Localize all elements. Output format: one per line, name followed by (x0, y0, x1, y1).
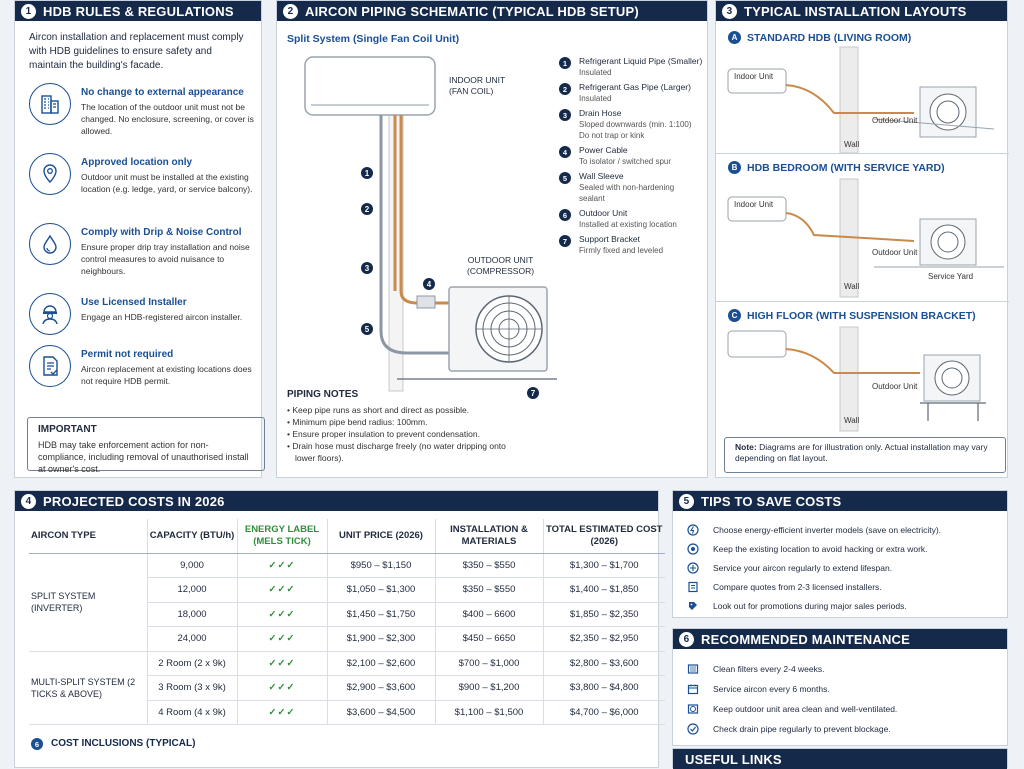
panel-title: AIRCON PIPING SCHEMATIC (TYPICAL HDB SETUP) (305, 3, 639, 19)
installation-cell: $700 – $1,000 (435, 651, 543, 676)
layout-letter: A (728, 31, 741, 44)
capacity-cell: 9,000 (147, 553, 237, 578)
tip-item (687, 543, 928, 555)
piping-notes (287, 389, 506, 464)
legend-desc: Installed at existing location (579, 220, 677, 229)
layout-title (728, 161, 945, 174)
total-cost-cell: $2,800 – $3,600 (543, 651, 665, 676)
legend-title: Outdoor Unit (579, 208, 628, 218)
legend-item (559, 56, 705, 78)
legend-desc: Sloped downwards (min. 1:100) (579, 120, 692, 129)
important-box (27, 417, 265, 474)
column-header: CAPACITY (BTU/h) (147, 519, 237, 553)
legend-desc: Insulated (579, 94, 612, 103)
rule-title: Approved location only (81, 157, 193, 168)
marker-7: 7 (530, 389, 536, 398)
energy-tick-cell: ✓✓✓ (237, 602, 327, 627)
section-number: 3 (722, 4, 737, 19)
legend-title: Refrigerant Gas Pipe (Larger) (579, 82, 691, 92)
legend-title: Drain Hose (579, 108, 622, 118)
table-header-row (29, 519, 665, 553)
capacity-cell: 4 Room (4 x 9k) (147, 700, 237, 725)
legend-desc: sealant (579, 194, 605, 203)
legend-item (559, 234, 705, 256)
note-box (724, 437, 1006, 473)
energy-tick-cell: ✓✓✓ (237, 700, 327, 725)
legend-item (559, 208, 705, 230)
maintenance-text: Check drain pipe regularly to prevent blockage. (713, 724, 891, 734)
service-icon (687, 562, 699, 574)
rule-item (15, 83, 263, 137)
rule-text: Outdoor unit must be installed at the existing location (e.g. ledge, yard, or service balcony). (81, 172, 253, 194)
unit-price-cell: $2,100 – $2,600 (327, 651, 435, 676)
table-row (29, 553, 665, 578)
legend-number: 5 (559, 172, 571, 184)
column-header: UNIT PRICE (2026) (327, 519, 435, 553)
wall-text: Wall (844, 416, 860, 425)
note-label: Note: (735, 442, 757, 452)
outdoor-unit-text: Outdoor Unit (872, 248, 918, 257)
wall-text: Wall (844, 282, 860, 291)
unit-price-cell: $950 – $1,150 (327, 553, 435, 578)
energy-tick-cell: ✓✓✓ (237, 578, 327, 603)
useful-links-panel (672, 748, 1008, 768)
outdoor-unit-text: Outdoor Unit (872, 382, 918, 391)
layout-title (728, 309, 976, 322)
wall-sleeve-shape (417, 296, 435, 308)
energy-tick-cell: ✓✓✓ (237, 651, 327, 676)
rule-title: Comply with Drip & Noise Control (81, 227, 242, 238)
section-number: 5 (679, 494, 694, 509)
layout-a-diagram (724, 47, 1004, 153)
legend-title: Power Cable (579, 145, 628, 155)
legend-desc: Do not trap or kink (579, 131, 645, 140)
indoor-unit-sub: (FAN COIL) (449, 86, 494, 96)
permit-document-icon (29, 345, 71, 387)
marker-1: 1 (364, 169, 370, 178)
rule-text: Engage an HDB-registered aircon installer. (81, 312, 243, 322)
rule-item (15, 345, 263, 387)
installation-cell: $350 – $550 (435, 578, 543, 603)
energy-tick-cell: ✓✓✓ (237, 627, 327, 652)
rule-title: No change to external appearance (81, 87, 244, 98)
legend-desc: Sealed with non-hardening (579, 183, 675, 192)
indoor-unit-shape (305, 57, 435, 115)
panel-title: USEFUL LINKS (685, 751, 782, 767)
total-cost-cell: $1,400 – $1,850 (543, 578, 665, 603)
installation-cell: $450 – 6650 (435, 627, 543, 652)
capacity-cell: 18,000 (147, 602, 237, 627)
total-cost-cell: $2,350 – $2,950 (543, 627, 665, 652)
divider (716, 153, 1009, 154)
marker-2: 2 (364, 205, 370, 214)
installation-cell: $350 – $550 (435, 553, 543, 578)
note-text: Diagrams are for illustration only. Actual installation may vary depending on flat layout. (735, 442, 988, 463)
installation-cell: $1,100 – $1,500 (435, 700, 543, 725)
cost-inclusions-heading (31, 737, 195, 750)
layout-title (728, 31, 911, 44)
legend-desc: Firmly fixed and leveled (579, 246, 664, 255)
outdoor-unit-label (467, 255, 534, 277)
divider (716, 301, 1009, 302)
unit-price-cell: $2,900 – $3,600 (327, 676, 435, 701)
panel-header (673, 749, 1007, 769)
hdb-rules-panel (14, 0, 262, 478)
aircon-type-cell: MULTI-SPLIT SYSTEM (2 TICKS & ABOVE) (29, 651, 147, 725)
rule-item (15, 293, 263, 335)
indoor-unit-text: Indoor Unit (734, 72, 774, 81)
rule-text: Aircon replacement at existing locations does not require HDB permit. (81, 364, 252, 386)
energy-tick-cell: ✓✓✓ (237, 676, 327, 701)
energy-tick-cell: ✓✓✓ (237, 553, 327, 578)
maintenance-panel (672, 628, 1008, 746)
water-drop-icon (29, 223, 71, 265)
piping-note: • Ensure proper insulation to prevent condensation. (287, 429, 480, 439)
tip-item (687, 600, 907, 612)
indoor-unit-text: Indoor Unit (734, 200, 774, 209)
marker-4: 4 (426, 280, 432, 289)
intro-text: Aircon installation and replacement must comply with HDB guidelines to ensure safety and maintain the building's facade. (29, 32, 244, 71)
quote-compare-icon (687, 581, 699, 593)
legend-desc: To isolator / switched spur (579, 157, 672, 166)
unit-price-cell: $1,050 – $1,300 (327, 578, 435, 603)
panel-header (15, 1, 261, 21)
tip-item (687, 562, 892, 574)
table-row (29, 651, 665, 676)
panel-title: TIPS TO SAVE COSTS (701, 493, 842, 509)
total-cost-cell: $1,850 – $2,350 (543, 602, 665, 627)
check-drain-icon (687, 723, 699, 735)
energy-icon (687, 524, 699, 536)
maintenance-item (687, 703, 897, 715)
location-icon (687, 543, 699, 555)
legend-item (559, 82, 705, 104)
legend-title: Refrigerant Liquid Pipe (Smaller) (579, 56, 703, 66)
piping-notes-title: PIPING NOTES (287, 389, 359, 400)
total-cost-cell: $1,300 – $1,700 (543, 553, 665, 578)
column-header: ENERGY LABEL (MELS TICK) (237, 519, 327, 553)
maintenance-text: Clean filters every 2-4 weeks. (713, 664, 825, 674)
capacity-cell: 2 Room (2 x 9k) (147, 651, 237, 676)
piping-note: • Drain hose must discharge freely (no water dripping onto (287, 441, 506, 451)
layout-letter: C (728, 309, 741, 322)
panel-header (15, 491, 658, 511)
important-text: HDB may take enforcement action for non-compliance, including removal of unauthorised install at owner's cost. (38, 440, 249, 474)
layout-letter: B (728, 161, 741, 174)
outdoor-unit-title: OUTDOOR UNIT (467, 255, 534, 265)
legend-number: 2 (559, 83, 571, 95)
panel-title: HDB RULES & REGULATIONS (43, 3, 234, 19)
installer-icon (29, 293, 71, 335)
outdoor-unit-text: Outdoor Unit (872, 116, 918, 125)
piping-note: • Minimum pipe bend radius: 100mm. (287, 417, 428, 427)
rule-title: Permit not required (81, 349, 174, 360)
section-number: 4 (21, 494, 36, 509)
indoor-unit-label (449, 75, 505, 97)
rule-text: The location of the outdoor unit must not be changed. No enclosure, screening, or cover is allowed. (81, 102, 254, 136)
tip-text: Look out for promotions during major sales periods. (713, 601, 907, 611)
layout-title-text: HIGH FLOOR (WITH SUSPENSION BRACKET) (747, 309, 976, 322)
important-title: IMPORTANT (38, 424, 97, 435)
maintenance-item (687, 723, 891, 735)
tip-item (687, 524, 941, 536)
schematic-legend (559, 56, 705, 260)
total-cost-cell: $4,700 – $6,000 (543, 700, 665, 725)
legend-title: Wall Sleeve (579, 171, 624, 181)
section-number: 6 (31, 738, 43, 750)
outdoor-unit-sub: (COMPRESSOR) (467, 266, 535, 276)
capacity-cell: 3 Room (3 x 9k) (147, 676, 237, 701)
building-icon (29, 83, 71, 125)
capacity-cell: 12,000 (147, 578, 237, 603)
total-cost-cell: $3,800 – $4,800 (543, 676, 665, 701)
schematic-subtitle: Split System (Single Fan Coil Unit) (287, 33, 460, 45)
panel-header (673, 491, 1007, 511)
tips-panel (672, 490, 1008, 618)
capacity-cell: 24,000 (147, 627, 237, 652)
installation-cell: $900 – $1,200 (435, 676, 543, 701)
legend-number: 3 (559, 109, 571, 121)
panel-header (716, 1, 1007, 21)
panel-title: RECOMMENDED MAINTENANCE (701, 631, 910, 647)
layout-title-text: HDB BEDROOM (WITH SERVICE YARD) (747, 161, 945, 174)
legend-desc: Insulated (579, 68, 612, 77)
projected-costs-panel (14, 490, 663, 768)
location-pin-icon (29, 153, 71, 195)
legend-number: 7 (559, 235, 571, 247)
maintenance-item (687, 683, 830, 695)
marker-5: 5 (364, 325, 370, 334)
rule-text: Ensure proper drip tray installation and noise control measures to avoid nuisance to neighbours. (81, 242, 250, 276)
legend-number: 4 (559, 146, 571, 158)
cost-inclusions-title: COST INCLUSIONS (TYPICAL) (51, 738, 196, 749)
unit-price-cell: $1,450 – $1,750 (327, 602, 435, 627)
section-number: 2 (283, 4, 298, 19)
piping-note: lower floors). (295, 453, 344, 463)
maintenance-text: Keep outdoor unit area clean and well-ventilated. (713, 704, 898, 714)
legend-number: 6 (559, 209, 571, 221)
tip-text: Service your aircon regularly to extend lifespan. (713, 563, 893, 573)
tip-item (687, 581, 882, 593)
service-yard-text: Service Yard (928, 272, 974, 281)
installation-layouts-panel (715, 0, 1008, 478)
legend-number: 1 (559, 57, 571, 69)
unit-price-cell: $1,900 – $2,300 (327, 627, 435, 652)
aircon-type-cell: SPLIT SYSTEM (INVERTER) (29, 553, 147, 651)
rule-item (15, 153, 263, 195)
piping-note: • Keep pipe runs as short and direct as possible. (287, 405, 470, 415)
indoor-unit-title: INDOOR UNIT (449, 75, 506, 85)
calendar-icon (687, 683, 699, 695)
ventilation-icon (687, 703, 699, 715)
maintenance-text: Service aircon every 6 months. (713, 684, 830, 694)
filter-icon (687, 663, 699, 675)
panel-title: PROJECTED COSTS IN 2026 (43, 493, 225, 509)
rule-item (15, 223, 263, 277)
installation-cell: $400 – 6600 (435, 602, 543, 627)
column-header: TOTAL ESTIMATED COST (2026) (543, 519, 665, 553)
unit-price-cell: $3,600 – $4,500 (327, 700, 435, 725)
tip-text: Keep the existing location to avoid hacking or extra work. (713, 544, 928, 554)
panel-title: TYPICAL INSTALLATION LAYOUTS (744, 3, 967, 19)
column-header: AIRCON TYPE (29, 519, 147, 553)
legend-item (559, 145, 705, 167)
layout-c-diagram (724, 327, 1004, 431)
legend-title: Support Bracket (579, 234, 640, 244)
cost-table (29, 519, 665, 725)
marker-3: 3 (364, 264, 370, 273)
section-number: 6 (679, 632, 694, 647)
wall-text: Wall (844, 140, 860, 149)
layout-title-text: STANDARD HDB (LIVING ROOM) (747, 31, 912, 44)
legend-item (559, 171, 705, 204)
maintenance-item (687, 663, 825, 675)
panel-header (277, 1, 707, 21)
rule-title: Use Licensed Installer (81, 297, 187, 308)
panel-header (673, 629, 1007, 649)
tip-text: Compare quotes from 2-3 licensed installers. (713, 582, 882, 592)
legend-item (559, 108, 705, 141)
promotion-tag-icon (687, 600, 699, 612)
column-header: INSTALLATION & MATERIALS (435, 519, 543, 553)
tip-text: Choose energy-efficient inverter models (save on electricity). (713, 525, 942, 535)
piping-schematic-panel (276, 0, 708, 478)
section-number: 1 (21, 4, 36, 19)
